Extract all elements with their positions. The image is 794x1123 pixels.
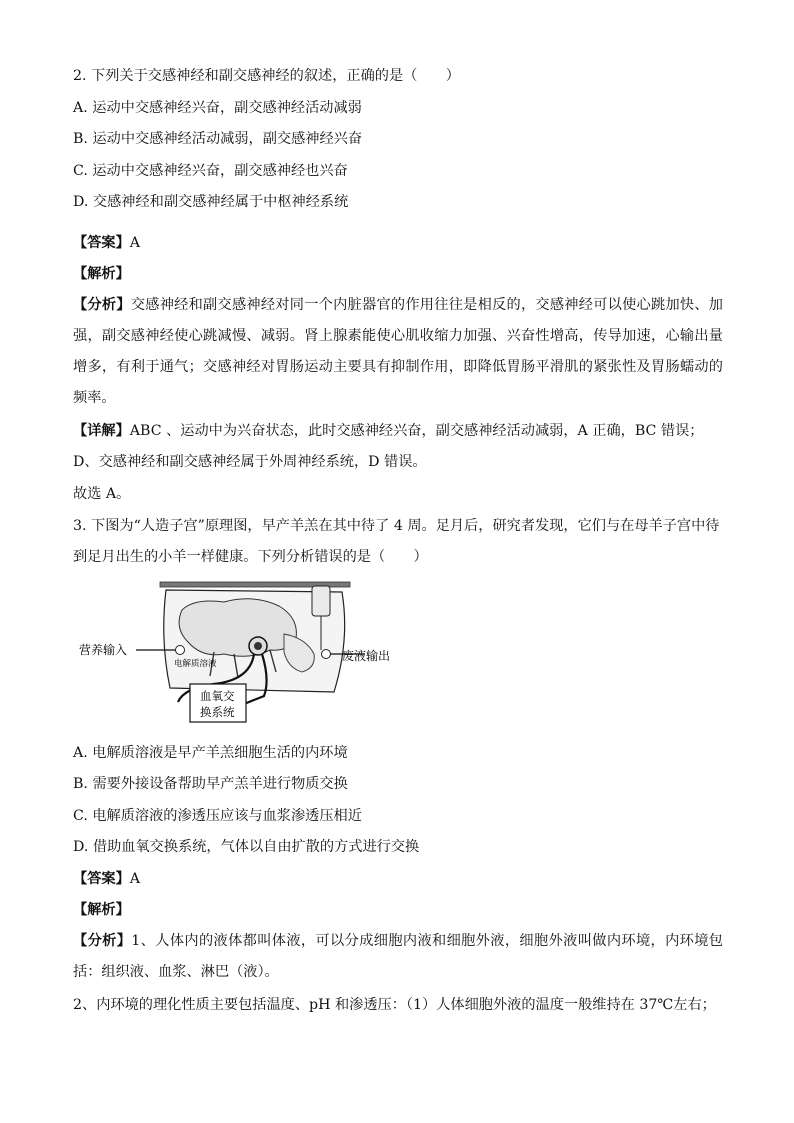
q2-option-c: C. 运动中交感神经兴奋，副交感神经也兴奋	[73, 163, 348, 179]
label-nutrient-input: 营养输入	[79, 643, 128, 657]
xiangjie-tag: 【详解】	[73, 423, 130, 439]
label-waste-output: 废液输出	[342, 649, 391, 663]
q3-stem-line-1: 3. 下图为“人造子宫”原理图，早产羊羔在其中待了 4 周。足月后，研究者发现，它们与在母羊子宫中待	[73, 518, 720, 534]
q3-answer	[73, 869, 140, 889]
analysis-tag: 【解析】	[73, 902, 130, 918]
q3-option-a: A. 电解质溶液是早产羊羔细胞生活的内环境	[73, 745, 348, 761]
q2-option-a: A. 运动中交感神经兴奋，副交感神经活动减弱	[73, 100, 362, 116]
umbilical-connector-core	[254, 642, 262, 650]
q3-analysis-heading	[73, 900, 130, 920]
fenxi-text: 交感神经和副交感神经对同一个内脏器官的作用往往是相反的，交感神经可以使心跳加快、加强，副交感神经使心跳减慢、减弱。肾上腺素能使心肌收缩力加强、兴奋性增高，传导加速，心输出量增多，有利于通气；交感神经对胃肠运动主要具有抑制作用，即降低胃肠平滑肌的紧张性及胃肠蠕动的频率。	[73, 297, 723, 406]
q2-conclusion: 故选 A。	[73, 486, 131, 502]
lamb-body	[179, 599, 296, 656]
label-electrolyte: 电解质溶液	[174, 659, 217, 669]
q3-stem-line-2: 到足月出生的小羊一样健康。下列分析错误的是（ ）	[73, 549, 428, 565]
q3-option-d: D. 借助血氧交换系统，气体以自由扩散的方式进行交换	[73, 839, 420, 855]
outlet-port	[322, 650, 331, 659]
q2-option-d: D. 交感神经和副交感神经属于中枢神经系统	[73, 194, 349, 210]
answer-value: A	[129, 235, 141, 251]
q3-option-c: C. 电解质溶液的渗透压应该与血浆渗透压相近	[73, 808, 362, 824]
q2-fenxi	[73, 290, 723, 414]
answer-value: A	[129, 871, 141, 887]
q3-fenxi-1	[73, 926, 723, 988]
q2-option-b: B. 运动中交感神经活动减弱，副交感神经兴奋	[73, 131, 363, 147]
iv-bag	[312, 586, 330, 616]
answer-tag: 【答案】	[73, 235, 130, 251]
label-exchange-2: 换系统	[200, 705, 235, 719]
q2-answer	[73, 233, 140, 253]
q2-xiangjie-2: D、交感神经和副交感神经属于外周神经系统，D 错误。	[73, 454, 427, 470]
q2-analysis-heading	[73, 264, 130, 284]
analysis-tag: 【解析】	[73, 266, 130, 282]
q2-stem: 2. 下列关于交感神经和副交感神经的叙述，正确的是（ ）	[73, 68, 460, 84]
q2-xiangjie-1	[73, 421, 703, 441]
fenxi-tag: 【分析】	[73, 297, 131, 313]
fenxi-text-1: 1、人体内的液体都叫体液，可以分成细胞内液和细胞外液，细胞外液叫做内环境，内环境包括：组织液、血浆、淋巴（液）。	[73, 933, 723, 980]
artificial-womb-diagram	[74, 580, 414, 725]
q3-option-b: B. 需要外接设备帮助早产羔羊进行物质交换	[73, 776, 348, 792]
answer-tag: 【答案】	[73, 871, 130, 887]
inlet-port	[176, 646, 185, 655]
xiangjie-text-1: ABC 、运动中为兴奋状态，此时交感神经兴奋，副交感神经活动减弱，A 正确，BC 错误；	[129, 423, 704, 439]
label-exchange-1: 血氧交	[200, 689, 235, 703]
q3-fenxi-2: 2、内环境的理化性质主要包括温度、pH 和渗透压：（1）人体细胞外液的温度一般维持在 37℃左右；	[73, 997, 716, 1013]
fenxi-tag: 【分析】	[73, 933, 132, 949]
